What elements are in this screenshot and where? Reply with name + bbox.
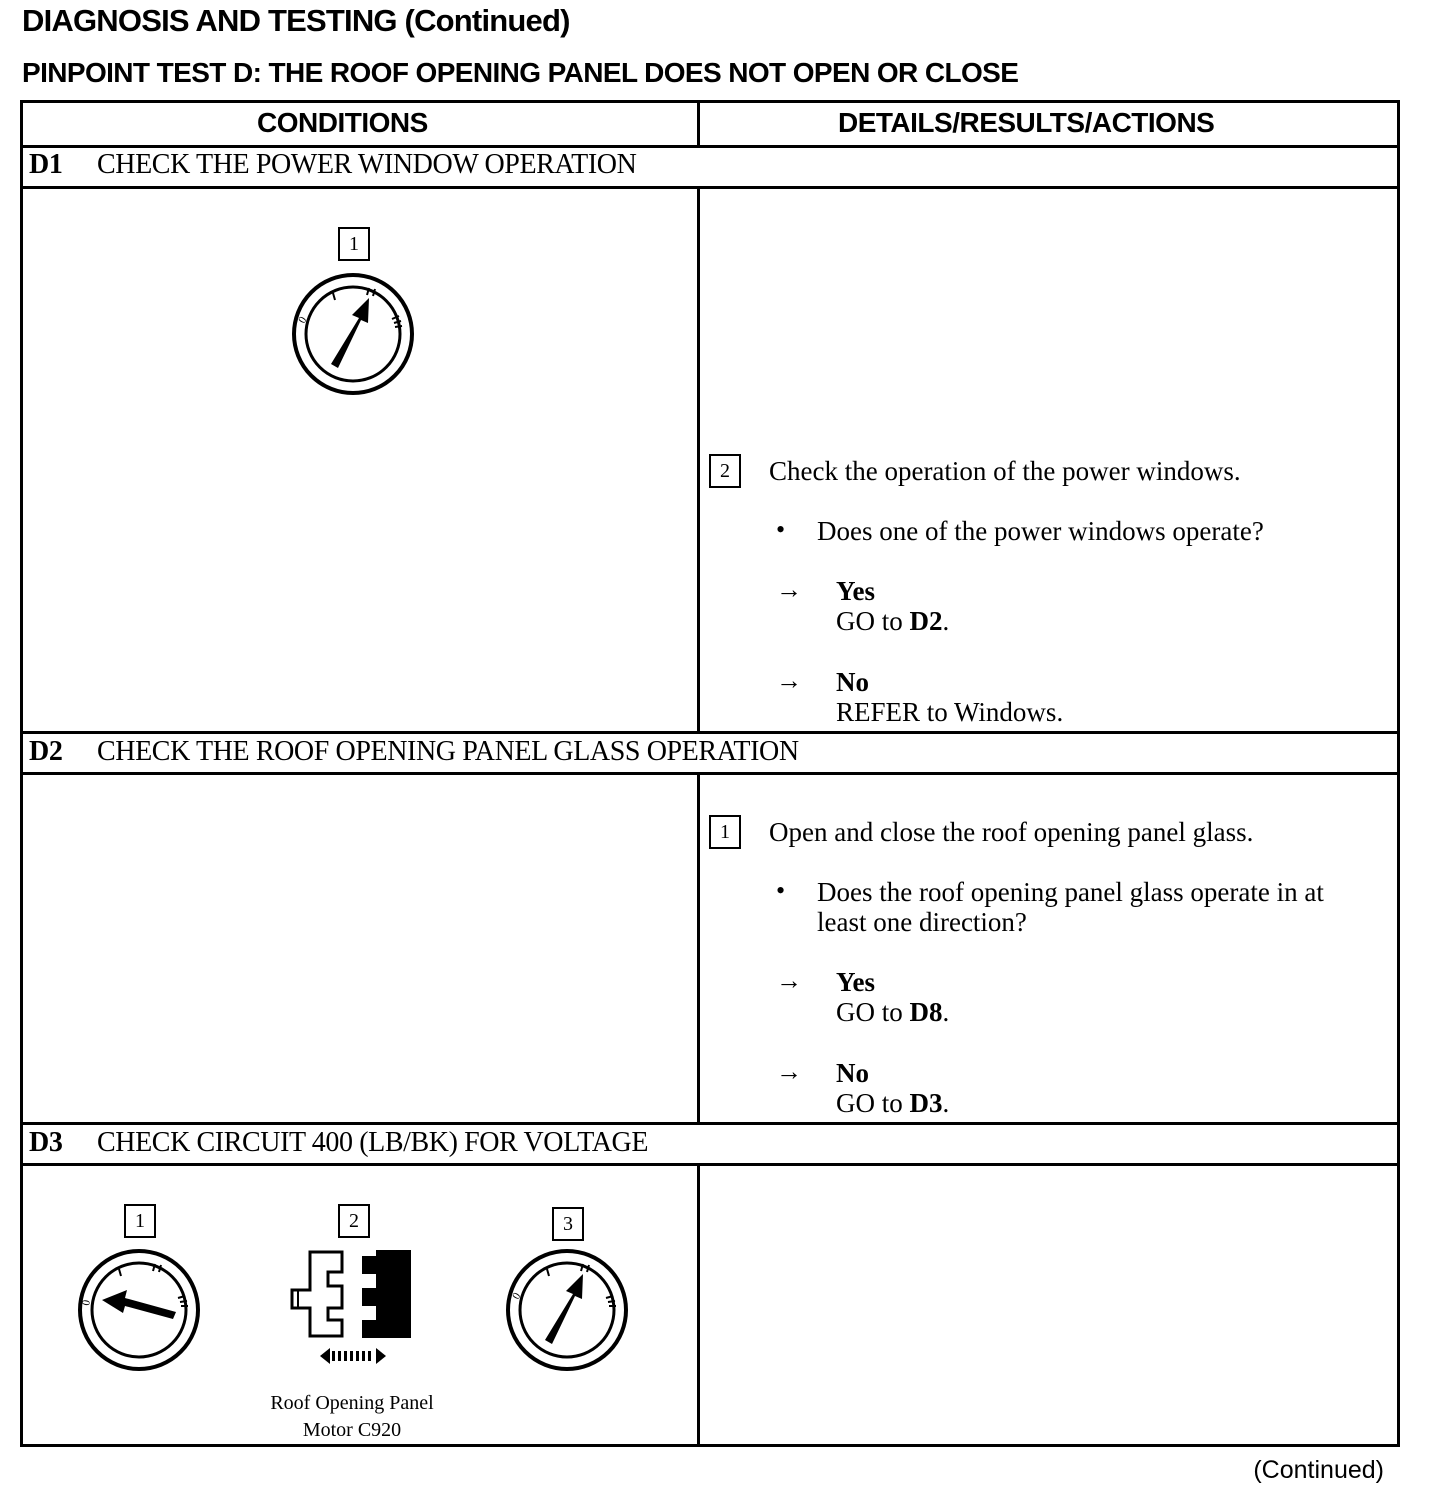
- step-number-box: 1: [124, 1204, 156, 1238]
- d2-column-divider: [697, 772, 700, 1125]
- section-d3-title: [29, 1127, 648, 1159]
- no-label: No: [836, 667, 869, 697]
- ignition-switch-run-icon: [505, 1248, 629, 1372]
- caption-line1: Roof Opening Panel: [270, 1392, 434, 1414]
- section-title: CHECK THE ROOF OPENING PANEL GLASS OPERATION: [97, 736, 799, 767]
- svg-text:0: 0: [80, 1299, 93, 1307]
- bullet-icon: •: [776, 515, 786, 544]
- arrow-right-icon: →: [776, 575, 802, 604]
- yes-label: Yes: [836, 576, 875, 606]
- connector-disconnect-icon: [288, 1248, 418, 1373]
- step-number-box: 1: [338, 227, 370, 261]
- action-target: D3: [909, 1088, 943, 1118]
- instruction-text: Check the operation of the power windows.: [769, 456, 1241, 486]
- test-subtitle: PINPOINT TEST D: THE ROOF OPENING PANEL DOES NOT OPEN OR CLOSE: [22, 57, 1019, 88]
- no-action: [836, 1088, 949, 1119]
- d3-column-divider: [697, 1163, 700, 1447]
- section-d1-title: [29, 149, 636, 181]
- instruction-text: Open and close the roof opening panel glass.: [769, 817, 1254, 847]
- no-label: No: [836, 1058, 869, 1088]
- yes-action: [836, 606, 949, 637]
- step-number-box: 2: [709, 454, 741, 488]
- header-column-divider: [697, 100, 700, 148]
- table-left-border: [20, 100, 23, 1447]
- d3-title-divider: [20, 1163, 1400, 1166]
- section-title: CHECK CIRCUIT 400 (LB/BK) FOR VOLTAGE: [97, 1127, 649, 1158]
- table-bottom-border: [20, 1444, 1400, 1447]
- table-right-border: [1397, 100, 1400, 1447]
- section-code: D2: [29, 736, 63, 767]
- arrow-right-icon: →: [776, 1057, 802, 1086]
- section-d2-title: [29, 736, 799, 768]
- action-prefix: GO to: [836, 606, 910, 636]
- header-divider: [20, 145, 1400, 148]
- action-target: D8: [909, 997, 943, 1027]
- yes-label: Yes: [836, 967, 875, 997]
- d1-title-divider: [20, 186, 1400, 189]
- question-text: Does one of the power windows operate?: [817, 516, 1264, 546]
- caption-line2: Motor C920: [302, 1419, 402, 1441]
- step-number-box: 1: [709, 815, 741, 849]
- d2-top-divider: [20, 731, 1400, 734]
- d2-title-divider: [20, 772, 1400, 775]
- arrow-right-icon: →: [776, 666, 802, 695]
- no-action: REFER to Windows.: [836, 697, 1064, 727]
- column-header-details: DETAILS/RESULTS/ACTIONS: [838, 107, 1215, 138]
- action-suffix: .: [942, 606, 950, 636]
- continued-label: (Continued): [1253, 1456, 1384, 1484]
- action-prefix: GO to: [836, 997, 910, 1027]
- section-code: D1: [29, 149, 63, 180]
- action-suffix: .: [942, 997, 950, 1027]
- question-text-line2: least one direction?: [817, 907, 1027, 937]
- action-target: D2: [909, 606, 943, 636]
- bullet-icon: •: [776, 876, 786, 905]
- action-suffix: .: [942, 1088, 950, 1118]
- arrow-right-icon: →: [776, 966, 802, 995]
- section-code: D3: [29, 1127, 63, 1158]
- column-header-conditions: CONDITIONS: [257, 107, 428, 138]
- yes-action: [836, 997, 949, 1028]
- step-number-box: 2: [338, 1204, 370, 1238]
- svg-text:0: 0: [296, 314, 310, 326]
- ignition-switch-run-icon: [291, 272, 415, 396]
- action-prefix: GO to: [836, 1088, 910, 1118]
- d3-top-divider: [20, 1122, 1400, 1125]
- figure-caption: [222, 1390, 482, 1444]
- page-title: DIAGNOSIS AND TESTING (Continued): [22, 3, 570, 38]
- section-title: CHECK THE POWER WINDOW OPERATION: [97, 149, 637, 180]
- table-top-border: [20, 100, 1400, 103]
- ignition-switch-off-icon: [77, 1248, 201, 1372]
- d1-column-divider: [697, 186, 700, 734]
- svg-text:0: 0: [510, 1290, 524, 1302]
- question-text-line1: Does the roof opening panel glass operate in at: [817, 877, 1324, 907]
- step-number-box: 3: [552, 1207, 584, 1241]
